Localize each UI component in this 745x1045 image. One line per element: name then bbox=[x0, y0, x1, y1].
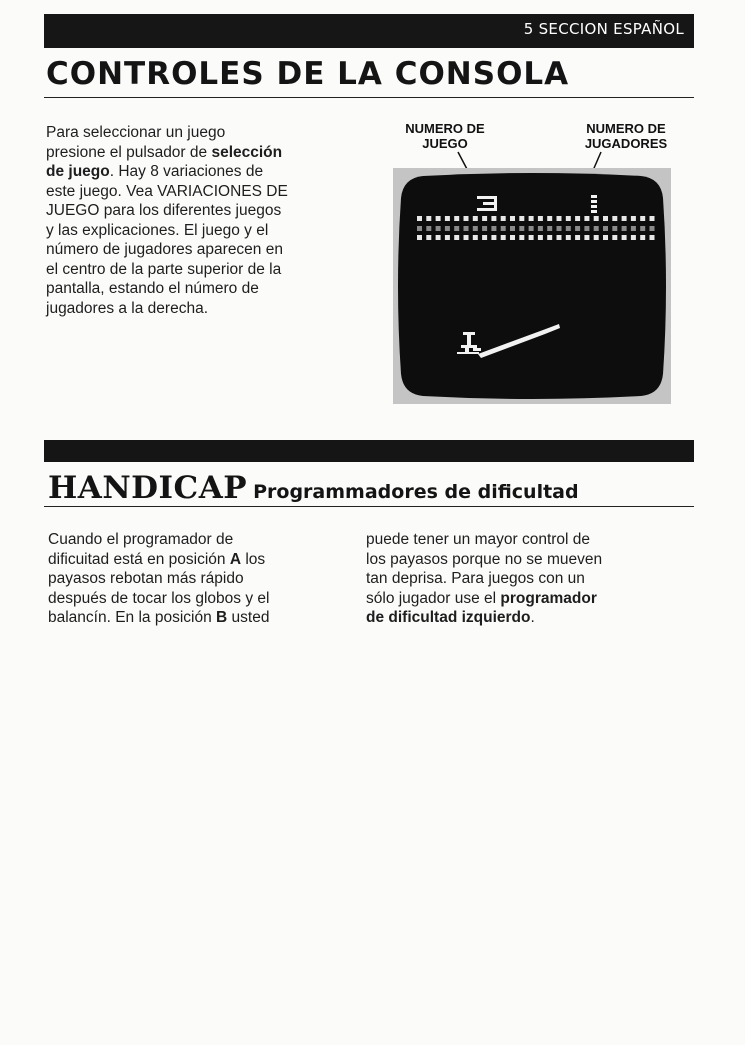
handicap-right-c: . bbox=[530, 609, 535, 626]
balloon bbox=[650, 235, 655, 240]
balloon bbox=[482, 235, 487, 240]
handicap-left-b: A bbox=[229, 550, 242, 568]
balloon bbox=[464, 226, 469, 231]
balloon bbox=[538, 216, 543, 221]
balloon bbox=[445, 235, 450, 240]
balloon bbox=[575, 226, 580, 231]
handicap-left-paragraph bbox=[48, 530, 368, 628]
balloon bbox=[594, 235, 599, 240]
balloon bbox=[529, 216, 534, 221]
balloon bbox=[510, 216, 515, 221]
balloon bbox=[445, 226, 450, 231]
balloon bbox=[510, 235, 515, 240]
handicap-right-paragraph bbox=[366, 530, 696, 628]
handicap-right-b: programador de dificultad izquierdo bbox=[366, 589, 597, 626]
balloon bbox=[603, 226, 608, 231]
balloon bbox=[575, 216, 580, 221]
handicap-rule bbox=[44, 506, 694, 507]
handicap-title: HANDICAP bbox=[48, 470, 248, 506]
balloon bbox=[640, 226, 645, 231]
balloon bbox=[584, 226, 589, 231]
balloon bbox=[473, 216, 478, 221]
controls-text-a: Para seleccionar un juego presione el pulsador de bbox=[46, 124, 226, 161]
balloon bbox=[501, 226, 506, 231]
balloon bbox=[622, 216, 627, 221]
balloon bbox=[612, 226, 617, 231]
balloon bbox=[454, 235, 459, 240]
handicap-right-a: puede tener un mayor control de los payasos porque no se mueven tan deprisa. Para juegos con un sólo jugador use el bbox=[366, 531, 603, 607]
handicap-left-a: Cuando el programador de dificuitad está en posición bbox=[48, 531, 234, 568]
balloon bbox=[519, 216, 524, 221]
balloon bbox=[417, 216, 422, 221]
handicap-subtitle: Programmadores de dificultad bbox=[253, 481, 579, 503]
balloon bbox=[612, 216, 617, 221]
balloon bbox=[519, 226, 524, 231]
balloon bbox=[566, 235, 571, 240]
balloon bbox=[547, 235, 552, 240]
balloon bbox=[640, 216, 645, 221]
balloon bbox=[529, 226, 534, 231]
balloon bbox=[603, 216, 608, 221]
balloon bbox=[584, 216, 589, 221]
balloon bbox=[529, 235, 534, 240]
balloon bbox=[491, 216, 496, 221]
balloon bbox=[631, 226, 636, 231]
section-title-controls: CONTROLES DE LA CONSOLA bbox=[46, 56, 570, 92]
balloon bbox=[538, 226, 543, 231]
tv-screen-graphic bbox=[393, 168, 671, 404]
balloon bbox=[622, 226, 627, 231]
balloon bbox=[650, 226, 655, 231]
balloon bbox=[575, 235, 580, 240]
balloon bbox=[594, 216, 599, 221]
balloon bbox=[482, 226, 487, 231]
balloon bbox=[454, 216, 459, 221]
controls-text-bold: selección de juego bbox=[46, 143, 283, 180]
balloon bbox=[501, 235, 506, 240]
balloon bbox=[491, 235, 496, 240]
balloon bbox=[454, 226, 459, 231]
controls-text-c: . Hay 8 variaciones de este juego. Vea VARIACIONES DE JUEGO para los diferentes juegos y las explicaciones. El juego y el número de jugadores aparecen en el centro de la parte superior de la pantalla, estando el número de jugadores a la derecha. bbox=[46, 163, 288, 317]
balloon bbox=[464, 235, 469, 240]
handicap-left-d: B bbox=[216, 609, 228, 626]
balloon bbox=[566, 216, 571, 221]
balloon bbox=[603, 235, 608, 240]
balloon bbox=[631, 216, 636, 221]
balloon bbox=[557, 226, 562, 231]
balloon bbox=[519, 235, 524, 240]
balloon bbox=[464, 216, 469, 221]
balloon bbox=[417, 235, 422, 240]
balloon bbox=[612, 235, 617, 240]
balloon bbox=[417, 226, 422, 231]
balloon bbox=[640, 235, 645, 240]
balloon bbox=[426, 226, 431, 231]
balloon bbox=[473, 235, 478, 240]
balloon bbox=[426, 235, 431, 240]
balloon bbox=[584, 235, 589, 240]
balloon bbox=[538, 235, 543, 240]
balloon bbox=[510, 226, 515, 231]
balloon bbox=[547, 216, 552, 221]
balloon bbox=[566, 226, 571, 231]
balloon bbox=[650, 216, 655, 221]
balloon bbox=[436, 235, 441, 240]
callout-player-number: NUMERO DE JUGADORES bbox=[584, 121, 668, 151]
section-title-handicap bbox=[48, 470, 579, 506]
balloon bbox=[473, 226, 478, 231]
callout-game-number: NUMERO DE JUEGO bbox=[405, 121, 485, 151]
balloon bbox=[622, 235, 627, 240]
balloon bbox=[445, 216, 450, 221]
balloon bbox=[547, 226, 552, 231]
section-label: 5 SECCION ESPAÑOL bbox=[523, 20, 684, 38]
balloon bbox=[501, 216, 506, 221]
balloon bbox=[631, 235, 636, 240]
balloon bbox=[557, 216, 562, 221]
balloon bbox=[491, 226, 496, 231]
balloon bbox=[557, 235, 562, 240]
handicap-left-e: usted bbox=[227, 609, 270, 626]
handicap-left-c: los payasos rebotan más rápido después de tocar los globos y el balancín. En la posición bbox=[48, 550, 270, 626]
balloon bbox=[426, 216, 431, 221]
balloon bbox=[482, 216, 487, 221]
balloon bbox=[594, 226, 599, 231]
balloon bbox=[436, 216, 441, 221]
balloon bbox=[436, 226, 441, 231]
game-screen-illustration bbox=[393, 168, 671, 404]
section-divider-band bbox=[44, 440, 694, 462]
